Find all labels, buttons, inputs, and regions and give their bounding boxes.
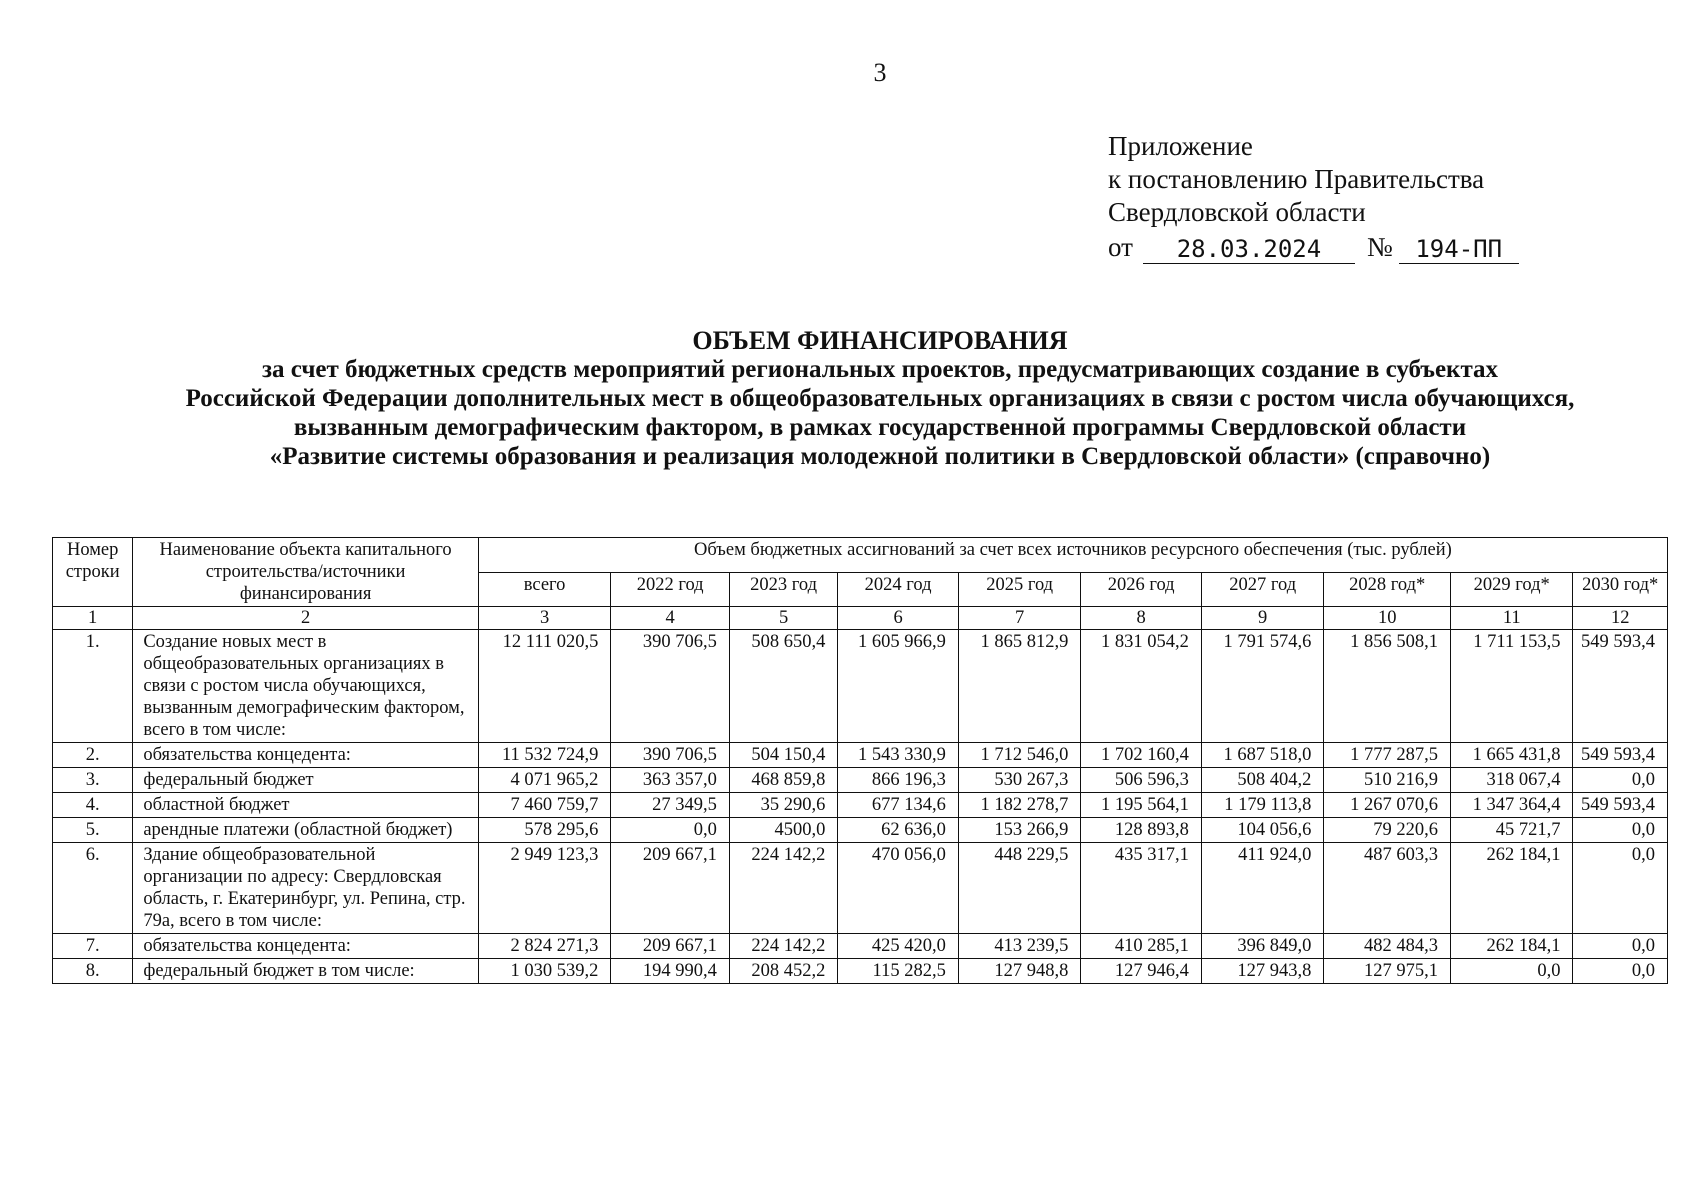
value-cell: 1 702 160,4: [1081, 743, 1202, 768]
value-cell: 115 282,5: [838, 959, 959, 984]
column-index-cell: 1: [53, 607, 133, 630]
decree-date: 28.03.2024: [1143, 235, 1355, 264]
column-index-cell: 9: [1201, 607, 1324, 630]
row-number-cell: 6.: [53, 843, 133, 934]
value-cell: 363 357,0: [611, 768, 730, 793]
value-cell: 0,0: [1573, 768, 1668, 793]
value-cell: 35 290,6: [729, 793, 837, 818]
document-title: [60, 326, 1700, 471]
value-cell: 425 420,0: [838, 934, 959, 959]
value-cell: 4500,0: [729, 818, 837, 843]
value-cell: 79 220,6: [1324, 818, 1451, 843]
value-cell: 27 349,5: [611, 793, 730, 818]
value-cell: 1 605 966,9: [838, 630, 959, 743]
value-cell: 1 791 574,6: [1201, 630, 1324, 743]
value-cell: 62 636,0: [838, 818, 959, 843]
value-cell: 487 603,3: [1324, 843, 1451, 934]
value-cell: 128 893,8: [1081, 818, 1202, 843]
header-col-6: 2027 год: [1201, 572, 1324, 607]
header-col-4: 2025 год: [958, 572, 1081, 607]
row-number-cell: 3.: [53, 768, 133, 793]
table-row: [53, 843, 1668, 934]
from-label: от: [1108, 232, 1133, 262]
value-cell: 508 404,2: [1201, 768, 1324, 793]
value-cell: 127 948,8: [958, 959, 1081, 984]
column-index-cell: 2: [133, 607, 478, 630]
value-cell: 390 706,5: [611, 630, 730, 743]
value-cell: 209 667,1: [611, 934, 730, 959]
value-cell: 127 946,4: [1081, 959, 1202, 984]
table-row: [53, 630, 1668, 743]
value-cell: 0,0: [1573, 934, 1668, 959]
financing-table: [52, 537, 1668, 984]
column-index-cell: 11: [1450, 607, 1573, 630]
value-cell: 504 150,4: [729, 743, 837, 768]
row-name-cell: обязательства концедента:: [133, 934, 478, 959]
row-name-cell: федеральный бюджет в том числе:: [133, 959, 478, 984]
value-cell: 549 593,4: [1573, 793, 1668, 818]
table-row: [53, 959, 1668, 984]
row-number-cell: 4.: [53, 793, 133, 818]
value-cell: 1 195 564,1: [1081, 793, 1202, 818]
value-cell: 0,0: [1450, 959, 1573, 984]
column-index-cell: 6: [838, 607, 959, 630]
value-cell: 411 924,0: [1201, 843, 1324, 934]
header-col-7: 2028 год*: [1324, 572, 1451, 607]
title-main: ОБЪЕМ ФИНАНСИРОВАНИЯ: [692, 326, 1068, 355]
title-line-2: за счет бюджетных средств мероприятий региональных проектов, предусматривающих создание в субъектах: [261, 356, 1499, 383]
value-cell: 1 267 070,6: [1324, 793, 1451, 818]
row-name-cell: обязательства концедента:: [133, 743, 478, 768]
header-col-3: 2024 год: [838, 572, 959, 607]
value-cell: 549 593,4: [1573, 630, 1668, 743]
table-row: [53, 768, 1668, 793]
value-cell: 7 460 759,7: [478, 793, 611, 818]
row-name-cell: Создание новых мест в общеобразовательных организациях в связи с ростом числа обучающихся, вызванным демографическим фактором, всего в том числе:: [133, 630, 478, 743]
header-row-1: [53, 538, 1668, 573]
page-number: 3: [873, 58, 887, 87]
value-cell: 45 721,7: [1450, 818, 1573, 843]
header-col-0: всего: [478, 572, 611, 607]
value-cell: 578 295,6: [478, 818, 611, 843]
value-cell: 1 865 812,9: [958, 630, 1081, 743]
header-col-9: 2030 год*: [1573, 572, 1668, 607]
appendix-date-line: [1108, 231, 1519, 264]
value-cell: 127 943,8: [1201, 959, 1324, 984]
value-cell: 470 056,0: [838, 843, 959, 934]
row-name-cell: федеральный бюджет: [133, 768, 478, 793]
table-row: [53, 793, 1668, 818]
value-cell: 506 596,3: [1081, 768, 1202, 793]
value-cell: 2 824 271,3: [478, 934, 611, 959]
value-cell: 0,0: [1573, 818, 1668, 843]
value-cell: 530 267,3: [958, 768, 1081, 793]
header-col-8: 2029 год*: [1450, 572, 1573, 607]
header-object-name: Наименование объекта капитального строительства/источники финансирования: [133, 538, 478, 607]
appendix-line-3: Свердловской области: [1108, 197, 1366, 227]
value-cell: 12 111 020,5: [478, 630, 611, 743]
column-index-cell: 7: [958, 607, 1081, 630]
table-row: [53, 818, 1668, 843]
value-cell: 1 179 113,8: [1201, 793, 1324, 818]
value-cell: 318 067,4: [1450, 768, 1573, 793]
value-cell: 0,0: [611, 818, 730, 843]
value-cell: 224 142,2: [729, 843, 837, 934]
value-cell: 11 532 724,9: [478, 743, 611, 768]
value-cell: 549 593,4: [1573, 743, 1668, 768]
row-name-cell: областной бюджет: [133, 793, 478, 818]
header-col-1: 2022 год: [611, 572, 730, 607]
header-col-5: 2026 год: [1081, 572, 1202, 607]
value-cell: 1 831 054,2: [1081, 630, 1202, 743]
value-cell: 194 990,4: [611, 959, 730, 984]
column-index-cell: 8: [1081, 607, 1202, 630]
value-cell: 677 134,6: [838, 793, 959, 818]
value-cell: 1 712 546,0: [958, 743, 1081, 768]
column-index-cell: 4: [611, 607, 730, 630]
column-index-cell: 12: [1573, 607, 1668, 630]
value-cell: 396 849,0: [1201, 934, 1324, 959]
row-number-cell: 5.: [53, 818, 133, 843]
header-row-number: Номер строки: [53, 538, 133, 607]
table-row: [53, 743, 1668, 768]
value-cell: 1 347 364,4: [1450, 793, 1573, 818]
appendix-block: [1108, 130, 1519, 264]
value-cell: 1 687 518,0: [1201, 743, 1324, 768]
row-name-cell: Здание общеобразовательной организации по адресу: Свердловская область, г. Екатеринбург, ул. Репина, стр. 79а, всего в том числе:: [133, 843, 478, 934]
column-index-row: [53, 607, 1668, 630]
value-cell: 410 285,1: [1081, 934, 1202, 959]
value-cell: 866 196,3: [838, 768, 959, 793]
column-index-cell: 3: [478, 607, 611, 630]
value-cell: 1 665 431,8: [1450, 743, 1573, 768]
value-cell: 0,0: [1573, 843, 1668, 934]
row-number-cell: 1.: [53, 630, 133, 743]
value-cell: 482 484,3: [1324, 934, 1451, 959]
row-number-cell: 2.: [53, 743, 133, 768]
value-cell: 1 030 539,2: [478, 959, 611, 984]
decree-number: 194-ПП: [1399, 235, 1519, 264]
value-cell: 1 856 508,1: [1324, 630, 1451, 743]
value-cell: 2 949 123,3: [478, 843, 611, 934]
title-line-5: «Развитие системы образования и реализация молодежной политики в Свердловской области» (справочно): [269, 443, 1491, 470]
column-index-cell: 10: [1324, 607, 1451, 630]
value-cell: 435 317,1: [1081, 843, 1202, 934]
header-budget-span: Объем бюджетных ассигнований за счет всех источников ресурсного обеспечения (тыс. рублей): [478, 538, 1667, 573]
value-cell: 208 452,2: [729, 959, 837, 984]
value-cell: 153 266,9: [958, 818, 1081, 843]
value-cell: 1 543 330,9: [838, 743, 959, 768]
value-cell: 0,0: [1573, 959, 1668, 984]
value-cell: 413 239,5: [958, 934, 1081, 959]
row-name-cell: арендные платежи (областной бюджет): [133, 818, 478, 843]
table-row: [53, 934, 1668, 959]
value-cell: 1 777 287,5: [1324, 743, 1451, 768]
value-cell: 4 071 965,2: [478, 768, 611, 793]
value-cell: 468 859,8: [729, 768, 837, 793]
value-cell: 1 711 153,5: [1450, 630, 1573, 743]
value-cell: 127 975,1: [1324, 959, 1451, 984]
title-line-3: Российской Федерации дополнительных мест в общеобразовательных организациях в связи с ростом числа обучающихся,: [185, 385, 1575, 412]
title-line-4: вызванным демографическим фактором, в рамках государственной программы Свердловской области: [293, 414, 1467, 441]
value-cell: 508 650,4: [729, 630, 837, 743]
table-body: [53, 607, 1668, 984]
value-cell: 262 184,1: [1450, 843, 1573, 934]
value-cell: 224 142,2: [729, 934, 837, 959]
value-cell: 448 229,5: [958, 843, 1081, 934]
appendix-line-1: Приложение: [1108, 131, 1253, 161]
column-index-cell: 5: [729, 607, 837, 630]
row-number-cell: 8.: [53, 959, 133, 984]
value-cell: 209 667,1: [611, 843, 730, 934]
row-number-cell: 7.: [53, 934, 133, 959]
appendix-line-2: к постановлению Правительства: [1108, 164, 1485, 194]
number-label: №: [1366, 232, 1393, 262]
value-cell: 390 706,5: [611, 743, 730, 768]
header-col-2: 2023 год: [729, 572, 837, 607]
value-cell: 510 216,9: [1324, 768, 1451, 793]
value-cell: 104 056,6: [1201, 818, 1324, 843]
value-cell: 262 184,1: [1450, 934, 1573, 959]
value-cell: 1 182 278,7: [958, 793, 1081, 818]
